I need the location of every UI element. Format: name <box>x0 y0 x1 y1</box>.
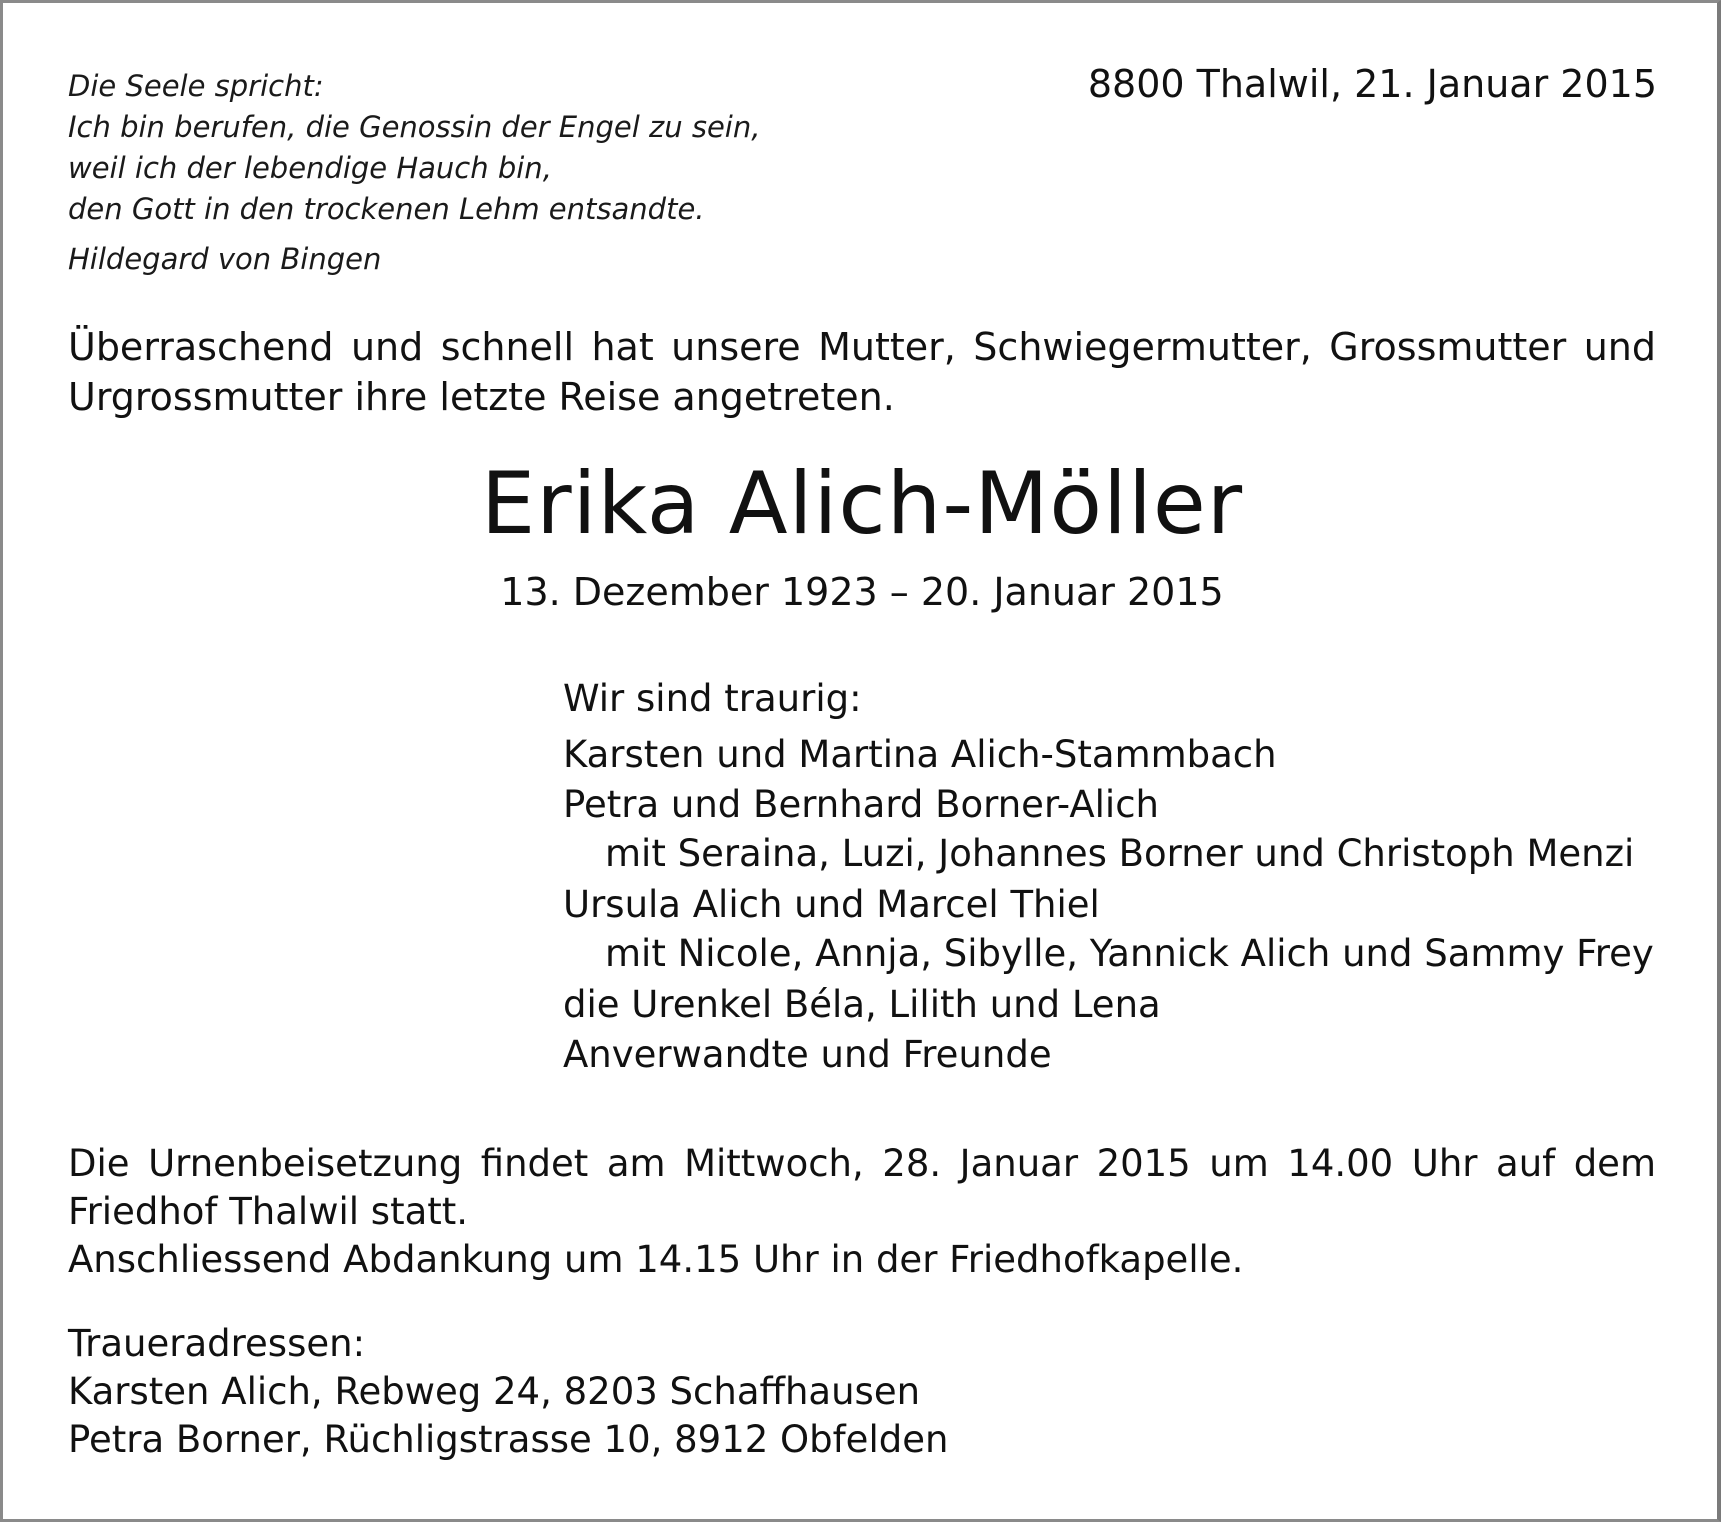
addresses-heading: Traueradressen: <box>68 1322 366 1365</box>
mourners-list <box>563 674 1654 1080</box>
mourning-addresses <box>68 1320 948 1464</box>
quote-line: Ich bin berufen, die Genossin der Engel zu sein, <box>68 110 761 144</box>
mourner-family: Karsten und Martina Alich-Stammbach <box>563 733 1277 776</box>
mourners-heading: Wir sind traurig: <box>563 677 862 720</box>
deceased-lifespan: 13. Dezember 1923 – 20. Januar 2015 <box>500 570 1224 614</box>
mourner-great-grandchildren: die Urenkel Béla, Lilith und Lena <box>563 983 1161 1026</box>
place-and-date: 8800 Thalwil, 21. Januar 2015 <box>1087 62 1657 106</box>
mourner-children: mit Seraina, Luzi, Johannes Borner und Christoph Menzi <box>605 832 1635 875</box>
quote-line: Die Seele spricht: <box>68 69 324 103</box>
quote-line: den Gott in den trockenen Lehm entsandte. <box>68 192 705 226</box>
intro-line: Überraschend und schnell hat unsere Mutter, Schwiegermutter, Grossmutter und <box>68 325 1656 369</box>
deceased-name: Erika Alich-Möller <box>480 454 1244 554</box>
quote-author: Hildegard von Bingen <box>68 242 382 276</box>
address-line: Karsten Alich, Rebweg 24, 8203 Schaffhausen <box>68 1370 921 1413</box>
burial-line: Friedhof Thalwil statt. <box>68 1190 469 1233</box>
address-line: Petra Borner, Rüchligstrasse 10, 8912 Obfelden <box>68 1418 949 1461</box>
intro-paragraph <box>68 322 1656 422</box>
burial-line: Anschliessend Abdankung um 14.15 Uhr in der Friedhofkapelle. <box>68 1238 1244 1281</box>
mourner-others: Anverwandte und Freunde <box>563 1033 1052 1076</box>
intro-line: Urgrossmutter ihre letzte Reise angetreten. <box>68 375 895 419</box>
burial-info <box>68 1140 1656 1284</box>
quote-line: weil ich der lebendige Hauch bin, <box>68 151 552 185</box>
burial-line: Die Urnenbeisetzung findet am Mittwoch, 28. Januar 2015 um 14.00 Uhr auf dem <box>68 1142 1656 1185</box>
mourner-family: Petra und Bernhard Borner-Alich <box>563 783 1159 826</box>
epigraph-quote <box>68 66 760 280</box>
mourner-children: mit Nicole, Annja, Sibylle, Yannick Alich und Sammy Frey <box>605 932 1654 975</box>
mourner-family: Ursula Alich und Marcel Thiel <box>563 883 1100 926</box>
